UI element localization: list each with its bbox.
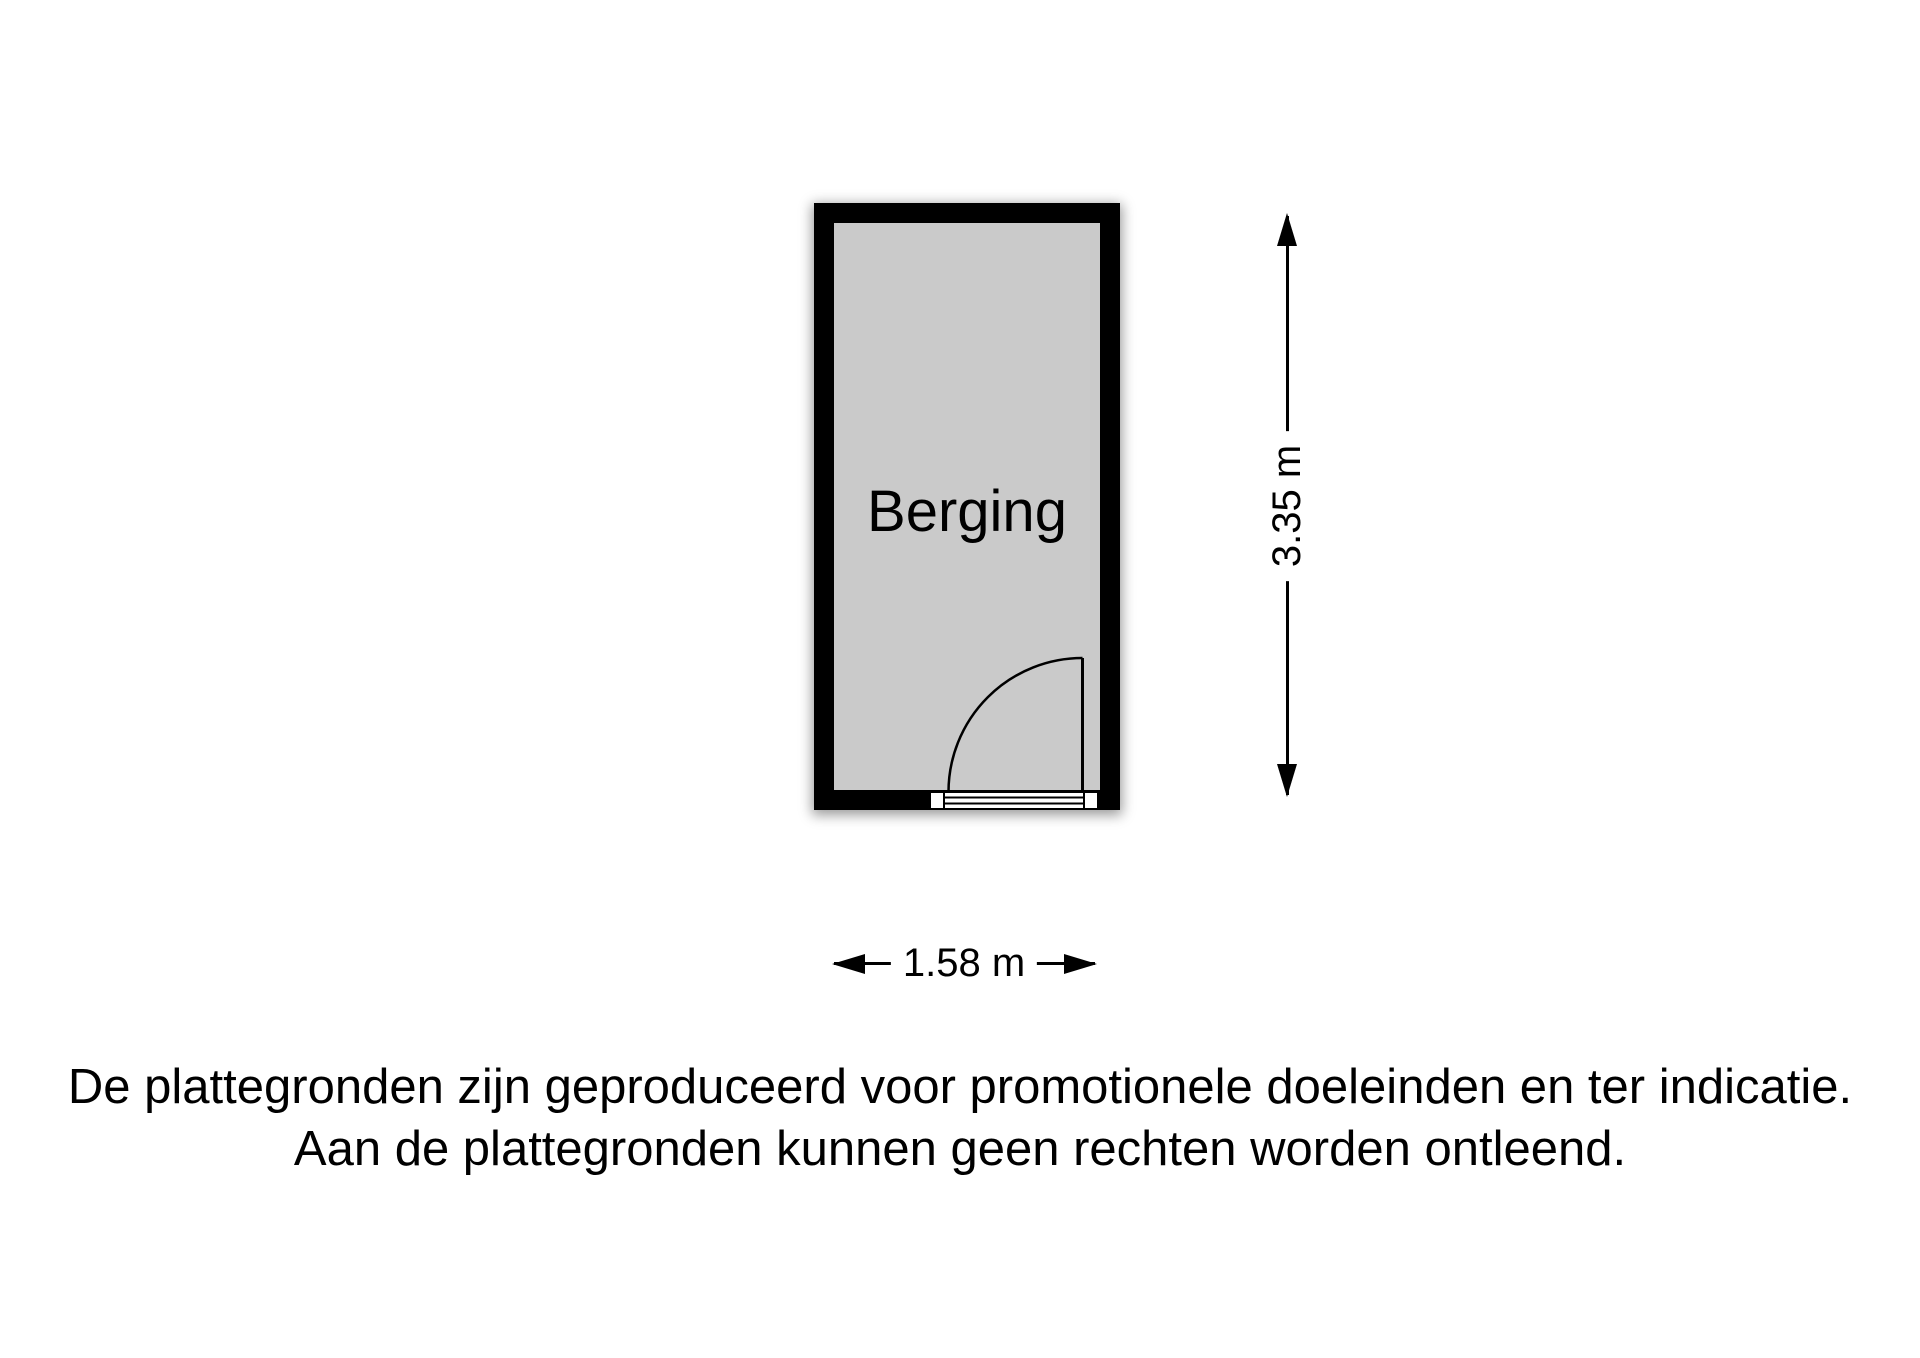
disclaimer-line-1: De plattegronden zijn geproduceerd voor promotionele doeleinden en ter indicatie. [67,1060,1853,1114]
arrow-down-icon [1277,764,1297,797]
arrow-up-icon [1277,213,1297,246]
width-dimension-label: 1.58 m [891,940,1037,986]
arrow-left-icon [832,954,865,974]
door-threshold [945,791,1083,810]
disclaimer-line-2: Aan de plattegronden kunnen geen rechten worden ontleend. [293,1122,1627,1176]
door-jamb-left [929,791,945,810]
disclaimer [0,1056,1920,1180]
door-jamb-right [1083,791,1099,810]
arrow-right-icon [1064,954,1097,974]
height-dimension-label: 3.35 m [1264,431,1310,581]
room-label: Berging [867,479,1067,544]
